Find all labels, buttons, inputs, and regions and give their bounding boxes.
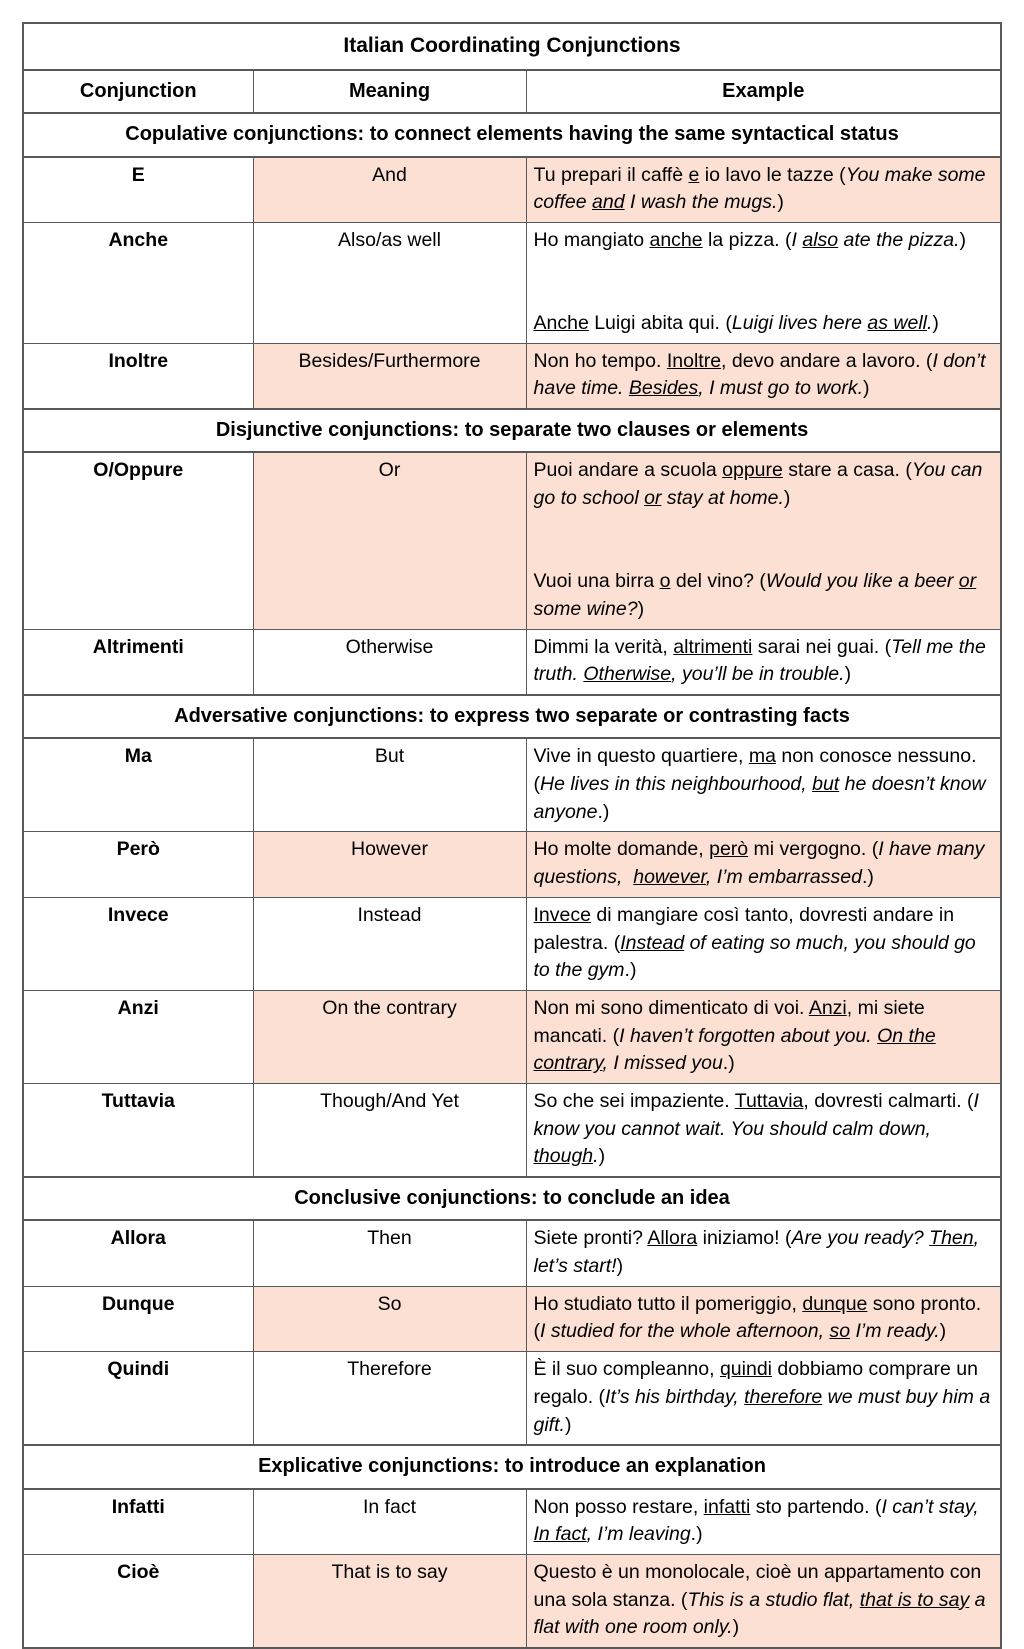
table-row — [23, 222, 1001, 343]
section-heading-row — [23, 1177, 1001, 1220]
cell-meaning: However — [253, 832, 526, 897]
cell-example: Ho molte domande, però mi vergogno. (I have many questions, however, I’m embarrassed.) — [526, 832, 1001, 897]
table-row — [23, 832, 1001, 897]
cell-conjunction: Però — [23, 832, 253, 897]
cell-meaning: On the contrary — [253, 990, 526, 1083]
page-title: Italian Coordinating Conjunctions — [23, 23, 1001, 70]
cell-meaning: Instead — [253, 897, 526, 990]
table-row — [23, 1286, 1001, 1351]
cell-meaning: But — [253, 738, 526, 832]
table-row — [23, 629, 1001, 695]
cell-conjunction: Ma — [23, 738, 253, 832]
section-heading: Explicative conjunctions: to introduce an explanation — [23, 1445, 1001, 1488]
section-heading-row — [23, 1445, 1001, 1488]
cell-example: Siete pronti? Allora iniziamo! (Are you ready? Then, let’s start!) — [526, 1220, 1001, 1286]
cell-meaning: So — [253, 1286, 526, 1351]
cell-conjunction: Quindi — [23, 1352, 253, 1446]
cell-meaning: Otherwise — [253, 629, 526, 695]
table-row — [23, 1489, 1001, 1555]
cell-example: Non mi sono dimenticato di voi. Anzi, mi siete mancati. (I haven’t forgotten about you. On the contrary, I missed you.) — [526, 990, 1001, 1083]
table-row — [23, 157, 1001, 223]
cell-conjunction: Dunque — [23, 1286, 253, 1351]
section-heading: Adversative conjunctions: to express two separate or contrasting facts — [23, 695, 1001, 738]
cell-conjunction: E — [23, 157, 253, 223]
cell-conjunction: Infatti — [23, 1489, 253, 1555]
table-row — [23, 343, 1001, 409]
cell-example: Non posso restare, infatti sto partendo. (I can’t stay, In fact, I’m leaving.) — [526, 1489, 1001, 1555]
section-heading: Disjunctive conjunctions: to separate two clauses or elements — [23, 409, 1001, 452]
cell-conjunction: Altrimenti — [23, 629, 253, 695]
table-row — [23, 738, 1001, 832]
table-row — [23, 1083, 1001, 1177]
section-heading-row — [23, 695, 1001, 738]
cell-conjunction: Anzi — [23, 990, 253, 1083]
cell-example: Tu prepari il caffè e io lavo le tazze (You make some coffee and I wash the mugs.) — [526, 157, 1001, 223]
cell-meaning: And — [253, 157, 526, 223]
cell-conjunction: Tuttavia — [23, 1083, 253, 1177]
cell-example: So che sei impaziente. Tuttavia, dovresti calmarti. (I know you cannot wait. You should calm down, though.) — [526, 1083, 1001, 1177]
column-header-conjunction: Conjunction — [23, 70, 253, 113]
cell-meaning: In fact — [253, 1489, 526, 1555]
cell-example: È il suo compleanno, quindi dobbiamo comprare un regalo. (It’s his birthday, therefore we must buy him a gift.) — [526, 1352, 1001, 1446]
table-row — [23, 1352, 1001, 1446]
cell-conjunction: Invece — [23, 897, 253, 990]
cell-example: Dimmi la verità, altrimenti sarai nei guai. (Tell me the truth. Otherwise, you’ll be in trouble.) — [526, 629, 1001, 695]
cell-meaning: Or — [253, 452, 526, 629]
cell-meaning: Therefore — [253, 1352, 526, 1446]
cell-conjunction: Anche — [23, 222, 253, 343]
table-row — [23, 897, 1001, 990]
cell-example: Invece di mangiare così tanto, dovresti andare in palestra. (Instead of eating so much, you should go to the gym.) — [526, 897, 1001, 990]
section-heading-row — [23, 113, 1001, 156]
cell-example: Ho mangiato anche la pizza. (I also ate the pizza.) Anche Luigi abita qui. (Luigi lives here as well.) — [526, 222, 1001, 343]
column-header-example: Example — [526, 70, 1001, 113]
column-header-row — [23, 70, 1001, 113]
cell-example: Puoi andare a scuola oppure stare a casa. (You can go to school or stay at home.) Vuoi una birra o del vino? (Would you like a beer or some wine?) — [526, 452, 1001, 629]
table-row — [23, 1554, 1001, 1648]
cell-example: Ho studiato tutto il pomeriggio, dunque sono pronto. (I studied for the whole afternoon, so I’m ready.) — [526, 1286, 1001, 1351]
section-heading-row — [23, 409, 1001, 452]
cell-meaning: That is to say — [253, 1554, 526, 1648]
table-row — [23, 1220, 1001, 1286]
cell-meaning: Then — [253, 1220, 526, 1286]
table-row — [23, 452, 1001, 629]
cell-example: Vive in questo quartiere, ma non conosce nessuno. (He lives in this neighbourhood, but he doesn’t know anyone.) — [526, 738, 1001, 832]
table-title-row — [23, 23, 1001, 70]
cell-meaning: Besides/Furthermore — [253, 343, 526, 409]
cell-meaning: Also/as well — [253, 222, 526, 343]
conjunctions-table — [22, 22, 1002, 1649]
cell-conjunction: Cioè — [23, 1554, 253, 1648]
table-row — [23, 990, 1001, 1083]
cell-conjunction: Allora — [23, 1220, 253, 1286]
column-header-meaning: Meaning — [253, 70, 526, 113]
section-heading: Copulative conjunctions: to connect elements having the same syntactical status — [23, 113, 1001, 156]
section-heading: Conclusive conjunctions: to conclude an idea — [23, 1177, 1001, 1220]
cell-example: Non ho tempo. Inoltre, devo andare a lavoro. (I don’t have time. Besides, I must go to work.) — [526, 343, 1001, 409]
cell-conjunction: Inoltre — [23, 343, 253, 409]
cell-conjunction: O/Oppure — [23, 452, 253, 629]
cell-meaning: Though/And Yet — [253, 1083, 526, 1177]
cell-example: Questo è un monolocale, cioè un appartamento con una sola stanza. (This is a studio flat, that is to say a flat with one room only.) — [526, 1554, 1001, 1648]
